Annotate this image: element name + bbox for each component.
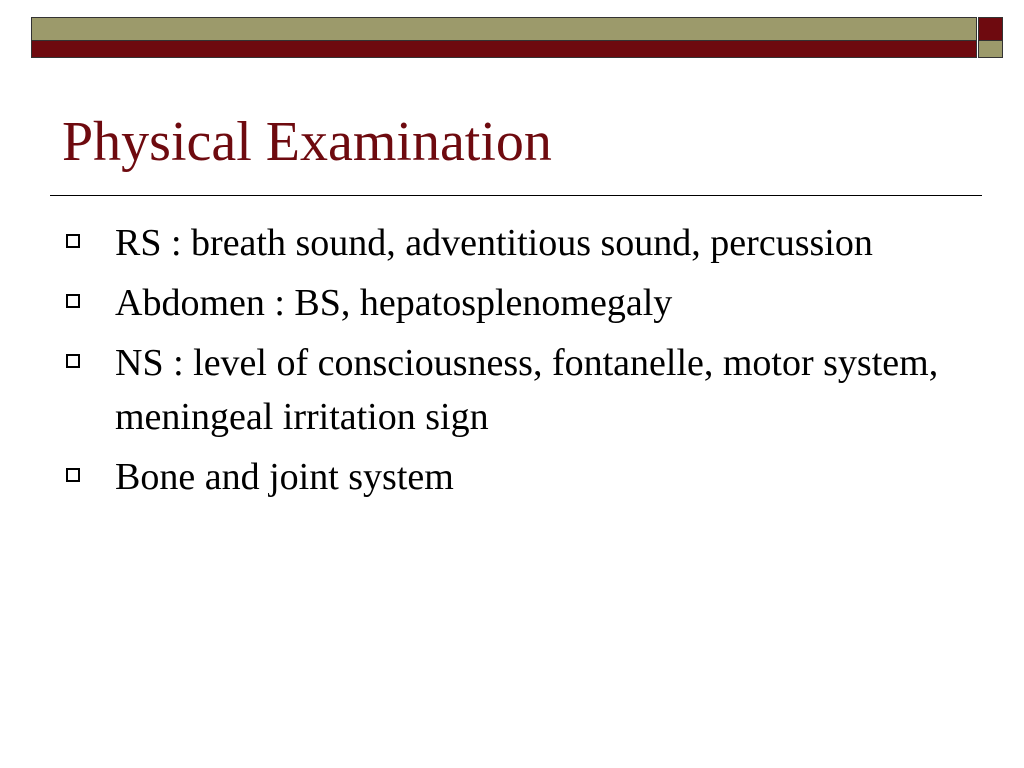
header-decoration-olive-square (978, 41, 1003, 58)
bullet-text: Abdomen : BS, hepatosplenomegaly (115, 282, 673, 324)
hollow-square-icon (66, 468, 80, 482)
bullet-item-rs (62, 216, 962, 270)
hollow-square-icon (66, 234, 80, 248)
header-decoration-maroon-bar (31, 41, 977, 58)
bullet-list (62, 216, 962, 510)
header-decoration-maroon-square (978, 17, 1003, 41)
header-decoration-olive-bar (31, 17, 977, 41)
bullet-item-ns (62, 336, 962, 444)
bullet-item-bone-joint (62, 450, 962, 504)
hollow-square-icon (66, 294, 80, 308)
bullet-text: Bone and joint system (115, 456, 454, 498)
hollow-square-icon (66, 354, 80, 368)
bullet-text: RS : breath sound, adventitious sound, percussion (115, 222, 873, 264)
title-divider (50, 195, 982, 196)
slide-title: Physical Examination (62, 111, 552, 173)
bullet-item-abdomen (62, 276, 962, 330)
bullet-text: NS : level of consciousness, fontanelle, motor system, meningeal irritation sign (115, 342, 939, 438)
